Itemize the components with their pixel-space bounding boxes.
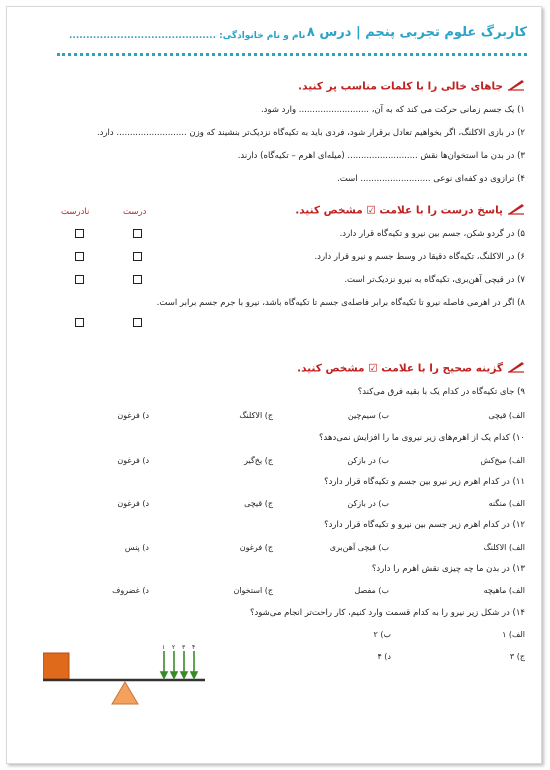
checkbox-false-q5[interactable] [75, 229, 84, 238]
question-11: ۱۱) در کدام اهرم زیر نیرو بین جسم و تکیه‌گاه قرار دارد؟ [324, 477, 525, 487]
section-true-false-title: پاسخ درست را با علامت ☑ مشخص کنید. [295, 203, 525, 218]
question-14: ۱۴) در شکل زیر نیرو را به کدام قسمت وارد کنیم، کار راحت‌تر انجام می‌شود؟ [249, 608, 525, 618]
option-q12-a[interactable]: الف) الاکلنگ [483, 543, 525, 552]
force-arrows [161, 651, 197, 678]
arrow-label-4: ۴ [192, 644, 196, 651]
option-q11-a[interactable]: الف) منگنه [488, 499, 525, 508]
question-5: ۵) در گردو شکن، جسم بین نیرو و تکیه‌گاه قرار دارد. [339, 229, 525, 239]
checkbox-false-q7[interactable] [75, 275, 84, 284]
option-q12-c[interactable]: ج) فرغون [239, 543, 273, 552]
option-q9-a[interactable]: الف) قیچی [488, 411, 525, 420]
option-q12-b[interactable]: ب) قیچی آهن‌بری [329, 543, 389, 552]
option-q11-d[interactable]: د) فرغون [117, 499, 149, 508]
pen-icon [507, 79, 525, 94]
checkbox-true-q7[interactable] [133, 275, 142, 284]
option-q14-c[interactable]: ج) ۳ [509, 652, 525, 661]
option-q11-b[interactable]: ب) در بازکن [347, 499, 389, 508]
checkbox-true-q6[interactable] [133, 252, 142, 261]
question-10: ۱۰) کدام یک از اهرم‌های زیر نیروی ما را افزایش نمی‌دهد؟ [318, 433, 525, 443]
option-q12-d[interactable]: د) پنس [124, 543, 149, 552]
question-12: ۱۲) در کدام اهرم زیر جسم بین نیرو و تکیه‌گاه قرار دارد؟ [324, 520, 525, 530]
option-q10-a[interactable]: الف) میخ‌کش [480, 456, 525, 465]
column-false-header: نادرست [61, 207, 90, 217]
pen-icon [507, 361, 525, 376]
question-7: ۷) در قیچی آهن‌بری، تکیه‌گاه به نیرو نزدیک‌تر است. [344, 275, 525, 285]
option-q11-c[interactable]: ج) قیچی [244, 499, 273, 508]
option-q10-c[interactable]: ج) یخ‌گیر [244, 456, 273, 465]
question-8: ۸) اگر در اهرمی فاصله نیرو تا تکیه‌گاه برابر فاصله‌ی جسم تا تکیه‌گاه باشد، نیرو با جرم جسم برابر است. [156, 298, 525, 308]
checkbox-true-q8[interactable] [133, 318, 142, 327]
option-q9-c[interactable]: ج) الاکلنگ [239, 411, 273, 420]
column-true-header: درست [123, 207, 147, 217]
question-6: ۶) در الاکلنگ، تکیه‌گاه دقیقا در وسط جسم و نیرو قرار دارد. [314, 252, 525, 262]
arrow-label-1: ۱ [162, 644, 166, 651]
pen-icon [507, 203, 525, 218]
option-q14-a[interactable]: الف) ۱ [502, 630, 525, 639]
option-q10-d[interactable]: د) فرغون [117, 456, 149, 465]
checkbox-false-q8[interactable] [75, 318, 84, 327]
option-q13-a[interactable]: الف) ماهیچه [483, 586, 525, 595]
checkbox-false-q6[interactable] [75, 252, 84, 261]
arrow-label-2: ۲ [172, 644, 176, 651]
load-block [43, 653, 69, 679]
question-1: ۱) یک جسم زمانی حرکت می کند که به آن، .......................... وارد شود. [260, 105, 525, 115]
arrow-label-3: ۳ [182, 644, 186, 651]
question-3: ۳) در بدن ما استخوان‌ها نقش .......................... (میله‌ای اهرم – تکیه‌گاه) دارند. [237, 151, 525, 161]
option-q14-b[interactable]: ب) ۲ [373, 630, 391, 639]
header-divider [57, 53, 527, 62]
option-q13-c[interactable]: ج) استخوان [233, 586, 273, 595]
option-q10-b[interactable]: ب) در بازکن [347, 456, 389, 465]
question-13: ۱۳) در بدن ما چه چیزی نقش اهرم را دارد؟ [371, 564, 525, 574]
option-q13-b[interactable]: ب) مفصل [354, 586, 389, 595]
page-title: کاربرگ علوم تجربی پنجم | درس ۸ [306, 25, 527, 40]
worksheet-page [6, 6, 542, 764]
section-multiple-choice-title: گزینه صحیح را با علامت ☑ مشخص کنید. [297, 361, 525, 376]
question-4: ۴) ترازوی دو کفه‌ای نوعی .......................... است. [337, 174, 525, 184]
checkbox-true-q5[interactable] [133, 229, 142, 238]
question-2: ۲) در بازی الاکلنگ، اگر بخواهیم تعادل برقرار شود، فردی باید به تکیه‌گاه نزدیک‌تر بنشیند که وزن .......................... دارد. [96, 128, 525, 138]
option-q9-d[interactable]: د) فرغون [117, 411, 149, 420]
option-q14-d[interactable]: د) ۴ [377, 652, 391, 661]
section-fill-blanks-title: جاهای خالی را با کلمات مناسب پر کنید. [298, 79, 525, 94]
option-q9-b[interactable]: ب) سیم‌چین [347, 411, 389, 420]
student-name-field[interactable]: نام و نام خانوادگی: ........................................... [69, 31, 306, 41]
fulcrum-triangle [112, 682, 138, 704]
lever-figure [43, 643, 223, 709]
question-9: ۹) جای تکیه‌گاه در کدام یک با بقیه فرق می‌کند؟ [357, 387, 525, 397]
option-q13-d[interactable]: د) غضروف [112, 586, 149, 595]
